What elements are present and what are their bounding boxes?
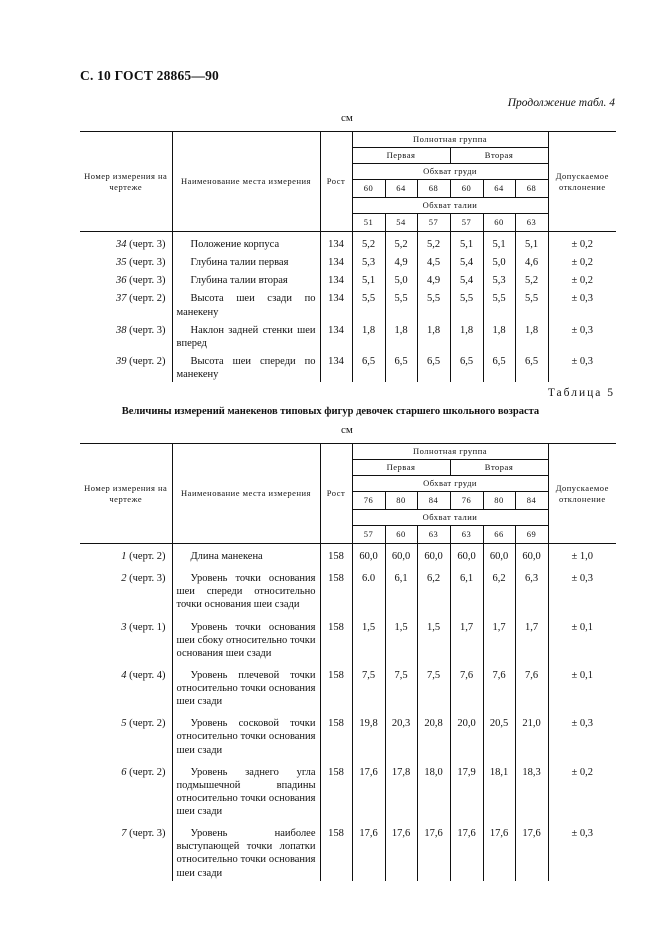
measure-no: 6 [121,766,127,778]
measure-name [172,544,320,565]
measure-name-text: Наклон задней стенки шеи вперед [176,324,316,349]
measure-value: 20,0 [450,709,483,757]
measure-name-text: Уровень наиболее выступающей точки лопатки относительно точки основания шеи сзади [176,828,316,879]
measure-value: 1,8 [483,320,515,351]
measure-value: 18,0 [417,758,450,820]
header-waist: Обхват талии [352,198,548,214]
tolerance-value: ± 0,3 [548,288,616,319]
measure-name [172,709,320,757]
measure-value: 6,5 [483,351,515,382]
measure-value: 5,0 [483,252,515,270]
measure-name [172,564,320,612]
header-measure-no: Номер измерения на чертеже [80,132,172,232]
chest-value: 60 [352,180,385,198]
measure-value: 1,7 [450,613,483,661]
waist-value: 57 [417,214,450,232]
measure-value: 17,6 [483,819,515,881]
measure-value: 5,2 [352,232,385,253]
chest-value: 84 [417,492,450,510]
measure-number [80,252,172,270]
height-value: 158 [320,709,352,757]
waist-value: 63 [515,214,548,232]
measure-number [80,613,172,661]
tolerance-value: ± 0,2 [548,270,616,288]
measure-value: 17,6 [417,819,450,881]
drawing-ref: (черт. 2) [126,718,166,730]
table-row [80,613,616,661]
measure-value: 20,3 [385,709,417,757]
measure-number [80,564,172,612]
measure-value: 6,5 [352,351,385,382]
page-header: С. 10 ГОСТ 28865—90 [80,68,219,83]
measure-number [80,544,172,565]
table-row [80,351,616,382]
measure-value: 60,0 [450,544,483,565]
measure-value: 5,2 [515,270,548,288]
measure-no: 36 [116,275,127,287]
header-fullness-group: Полнотная группа [352,132,548,148]
drawing-ref: (черт. 2) [126,551,166,562]
tolerance-value: ± 0,3 [548,709,616,757]
measure-number [80,709,172,757]
measure-no: 7 [121,828,127,840]
waist-value: 60 [483,214,515,232]
waist-value: 63 [417,526,450,544]
measure-name-text: Уровень сосковой точки относительно точки основания шеи сзади [176,718,316,756]
measure-value: 6,5 [417,351,450,382]
measure-name-text: Уровень заднего угла подмышечной впадины относительно точки основания шеи сзади [176,766,316,817]
measure-number [80,819,172,881]
measure-value: 6,3 [515,564,548,612]
table-4 [80,131,616,382]
measure-name-text: Высота шеи сзади по манекену [176,293,316,318]
measure-value: 4,5 [417,252,450,270]
waist-value: 54 [385,214,417,232]
tolerance-value: ± 0,1 [548,613,616,661]
measure-value: 1,5 [385,613,417,661]
tolerance-value: ± 0,3 [548,320,616,351]
chest-value: 68 [417,180,450,198]
tolerance-value: ± 0,3 [548,819,616,881]
measure-value: 6,5 [515,351,548,382]
measure-value: 5,3 [352,252,385,270]
measure-value: 17,8 [385,758,417,820]
measure-name [172,288,320,319]
waist-value: 69 [515,526,548,544]
header-name: Наименование места измерения [172,132,320,232]
measure-name [172,320,320,351]
drawing-ref: (черт. 3) [126,828,166,840]
measure-value: 5,5 [483,288,515,319]
drawing-ref: (черт. 3) [126,324,166,336]
chest-value: 80 [483,492,515,510]
measure-value: 17,6 [450,819,483,881]
height-value: 134 [320,252,352,270]
header-measure-no: Номер измерения на чертеже [80,444,172,544]
measure-name [172,758,320,820]
measure-name-text: Уровень плечевой точки относительно точки основания шеи сзади [176,669,316,708]
measure-value: 7,6 [515,661,548,709]
header-height: Рост [320,132,352,232]
drawing-ref: (черт. 2) [126,766,166,778]
measure-value: 7,6 [483,661,515,709]
measure-no: 37 [116,293,127,305]
height-value: 158 [320,661,352,709]
measure-value: 6,1 [450,564,483,612]
measure-value: 60,0 [483,544,515,565]
measure-name-text: Высота шеи спереди по манекену [176,355,316,380]
height-value: 134 [320,270,352,288]
height-value: 134 [320,232,352,253]
tolerance-value: ± 0,2 [548,232,616,253]
measure-value: 7,6 [450,661,483,709]
chest-value: 76 [352,492,385,510]
measure-name-text: Уровень точки основания шеи сбоку относительно точки основания шеи сзади [176,621,316,659]
measure-number [80,288,172,319]
chest-value: 64 [385,180,417,198]
header-group-second: Вторая [450,460,548,476]
measure-no: 34 [116,239,127,250]
continuation-note: Продолжение табл. 4 [507,97,615,109]
header-group-first: Первая [352,148,450,164]
chest-value: 80 [385,492,417,510]
measure-name [172,351,320,382]
chest-value: 76 [450,492,483,510]
drawing-ref: (черт. 3) [126,275,166,287]
measure-number [80,758,172,820]
measure-no: 39 [116,355,127,367]
measure-value: 6,5 [450,351,483,382]
table-row [80,320,616,351]
measure-name-text: Глубина талии первая [190,257,289,269]
chest-value: 68 [515,180,548,198]
tolerance-value: ± 0,3 [548,351,616,382]
measure-value: 5,2 [417,232,450,253]
header-fullness-group: Полнотная группа [352,444,548,460]
measure-value: 20,5 [483,709,515,757]
measure-no: 38 [116,324,127,336]
table-row [80,661,616,709]
measure-number [80,351,172,382]
measure-value: 4,9 [417,270,450,288]
table4-unit: см [341,112,353,124]
header-tolerance: Допускаемое отклонение [548,132,616,232]
table-5 [80,443,616,881]
measure-no: 3 [121,621,127,633]
measure-no: 2 [121,573,127,585]
measure-value: 1,7 [483,613,515,661]
measure-value: 5,1 [450,232,483,253]
measure-value: 5,5 [352,288,385,319]
measure-value: 17,6 [352,819,385,881]
measure-name [172,613,320,661]
drawing-ref: (черт. 3) [126,257,166,269]
measure-number [80,270,172,288]
measure-value: 17,6 [385,819,417,881]
measure-value: 17,9 [450,758,483,820]
tolerance-value: ± 0,2 [548,758,616,820]
measure-value: 1,7 [515,613,548,661]
height-value: 134 [320,320,352,351]
table-row [80,819,616,881]
chest-value: 64 [483,180,515,198]
header-name: Наименование места измерения [172,444,320,544]
table-row [80,288,616,319]
table-row [80,544,616,565]
measure-value: 5,2 [385,232,417,253]
measure-value: 18,1 [483,758,515,820]
measure-no: 1 [121,551,127,562]
measure-value: 18,3 [515,758,548,820]
height-value: 134 [320,351,352,382]
table-row [80,709,616,757]
drawing-ref: (черт. 3) [126,573,166,585]
measure-no: 5 [121,718,127,730]
measure-value: 4,6 [515,252,548,270]
chest-value: 84 [515,492,548,510]
measure-value: 7,5 [417,661,450,709]
header-chest: Обхват груди [352,476,548,492]
measure-name-text: Длина манекена [190,551,263,562]
measure-value: 5,0 [385,270,417,288]
height-value: 158 [320,544,352,565]
waist-value: 57 [352,526,385,544]
measure-number [80,232,172,253]
table5-unit: см [341,424,353,436]
measure-value: 5,4 [450,270,483,288]
measure-value: 1,8 [450,320,483,351]
measure-value: 19,8 [352,709,385,757]
measure-name [172,819,320,881]
measure-value: 7,5 [352,661,385,709]
tolerance-value: ± 0,1 [548,661,616,709]
measure-value: 7,5 [385,661,417,709]
measure-value: 1,8 [417,320,450,351]
measure-value: 17,6 [515,819,548,881]
measure-name-text: Уровень точки основания шеи спереди относительно точки основания шеи сзади [176,573,316,611]
tolerance-value: ± 0,3 [548,564,616,612]
measure-value: 6,5 [385,351,417,382]
measure-value: 1,5 [352,613,385,661]
measure-name [172,270,320,288]
measure-name [172,661,320,709]
measure-no: 4 [121,669,127,681]
header-chest: Обхват груди [352,164,548,180]
table5-label: Таблица 5 [547,387,615,399]
header-group-first: Первая [352,460,450,476]
measure-no: 35 [116,257,127,269]
header-height: Рост [320,444,352,544]
measure-name-text: Глубина талии вторая [190,275,288,287]
measure-number [80,661,172,709]
height-value: 134 [320,288,352,319]
measure-value: 5,4 [450,252,483,270]
waist-value: 63 [450,526,483,544]
measure-value: 1,5 [417,613,450,661]
measure-name [172,252,320,270]
header-waist: Обхват талии [352,510,548,526]
drawing-ref: (черт. 2) [126,355,166,367]
measure-value: 1,8 [515,320,548,351]
measure-value: 6.0 [352,564,385,612]
drawing-ref: (черт. 4) [126,669,166,681]
measure-value: 6,2 [417,564,450,612]
table-row [80,758,616,820]
measure-name [172,232,320,253]
waist-value: 66 [483,526,515,544]
measure-value: 5,5 [385,288,417,319]
drawing-ref: (черт. 1) [126,621,166,633]
measure-value: 5,5 [450,288,483,319]
waist-value: 51 [352,214,385,232]
table-row [80,252,616,270]
measure-value: 60,0 [515,544,548,565]
tolerance-value: ± 1,0 [548,544,616,565]
measure-value: 60,0 [385,544,417,565]
height-value: 158 [320,819,352,881]
measure-value: 5,3 [483,270,515,288]
measure-value: 6,1 [385,564,417,612]
measure-value: 5,5 [515,288,548,319]
measure-number [80,320,172,351]
drawing-ref: (черт. 2) [126,293,166,305]
drawing-ref: (черт. 3) [126,239,166,250]
waist-value: 60 [385,526,417,544]
table-row [80,270,616,288]
tolerance-value: ± 0,2 [548,252,616,270]
table-row [80,232,616,253]
measure-value: 17,6 [352,758,385,820]
measure-value: 1,8 [352,320,385,351]
measure-value: 5,1 [515,232,548,253]
measure-value: 6,2 [483,564,515,612]
chest-value: 60 [450,180,483,198]
header-tolerance: Допускаемое отклонение [548,444,616,544]
measure-value: 5,5 [417,288,450,319]
measure-value: 60,0 [352,544,385,565]
measure-value: 21,0 [515,709,548,757]
table5-title: Величины измерений манекенов типовых фигур девочек старшего школьного возраста [121,406,540,417]
measure-value: 20,8 [417,709,450,757]
measure-value: 5,1 [483,232,515,253]
height-value: 158 [320,613,352,661]
table-row [80,564,616,612]
measure-value: 5,1 [352,270,385,288]
measure-value: 60,0 [417,544,450,565]
measure-value: 4,9 [385,252,417,270]
waist-value: 57 [450,214,483,232]
height-value: 158 [320,758,352,820]
header-group-second: Вторая [450,148,548,164]
measure-name-text: Положение корпуса [190,239,280,250]
height-value: 158 [320,564,352,612]
measure-value: 1,8 [385,320,417,351]
